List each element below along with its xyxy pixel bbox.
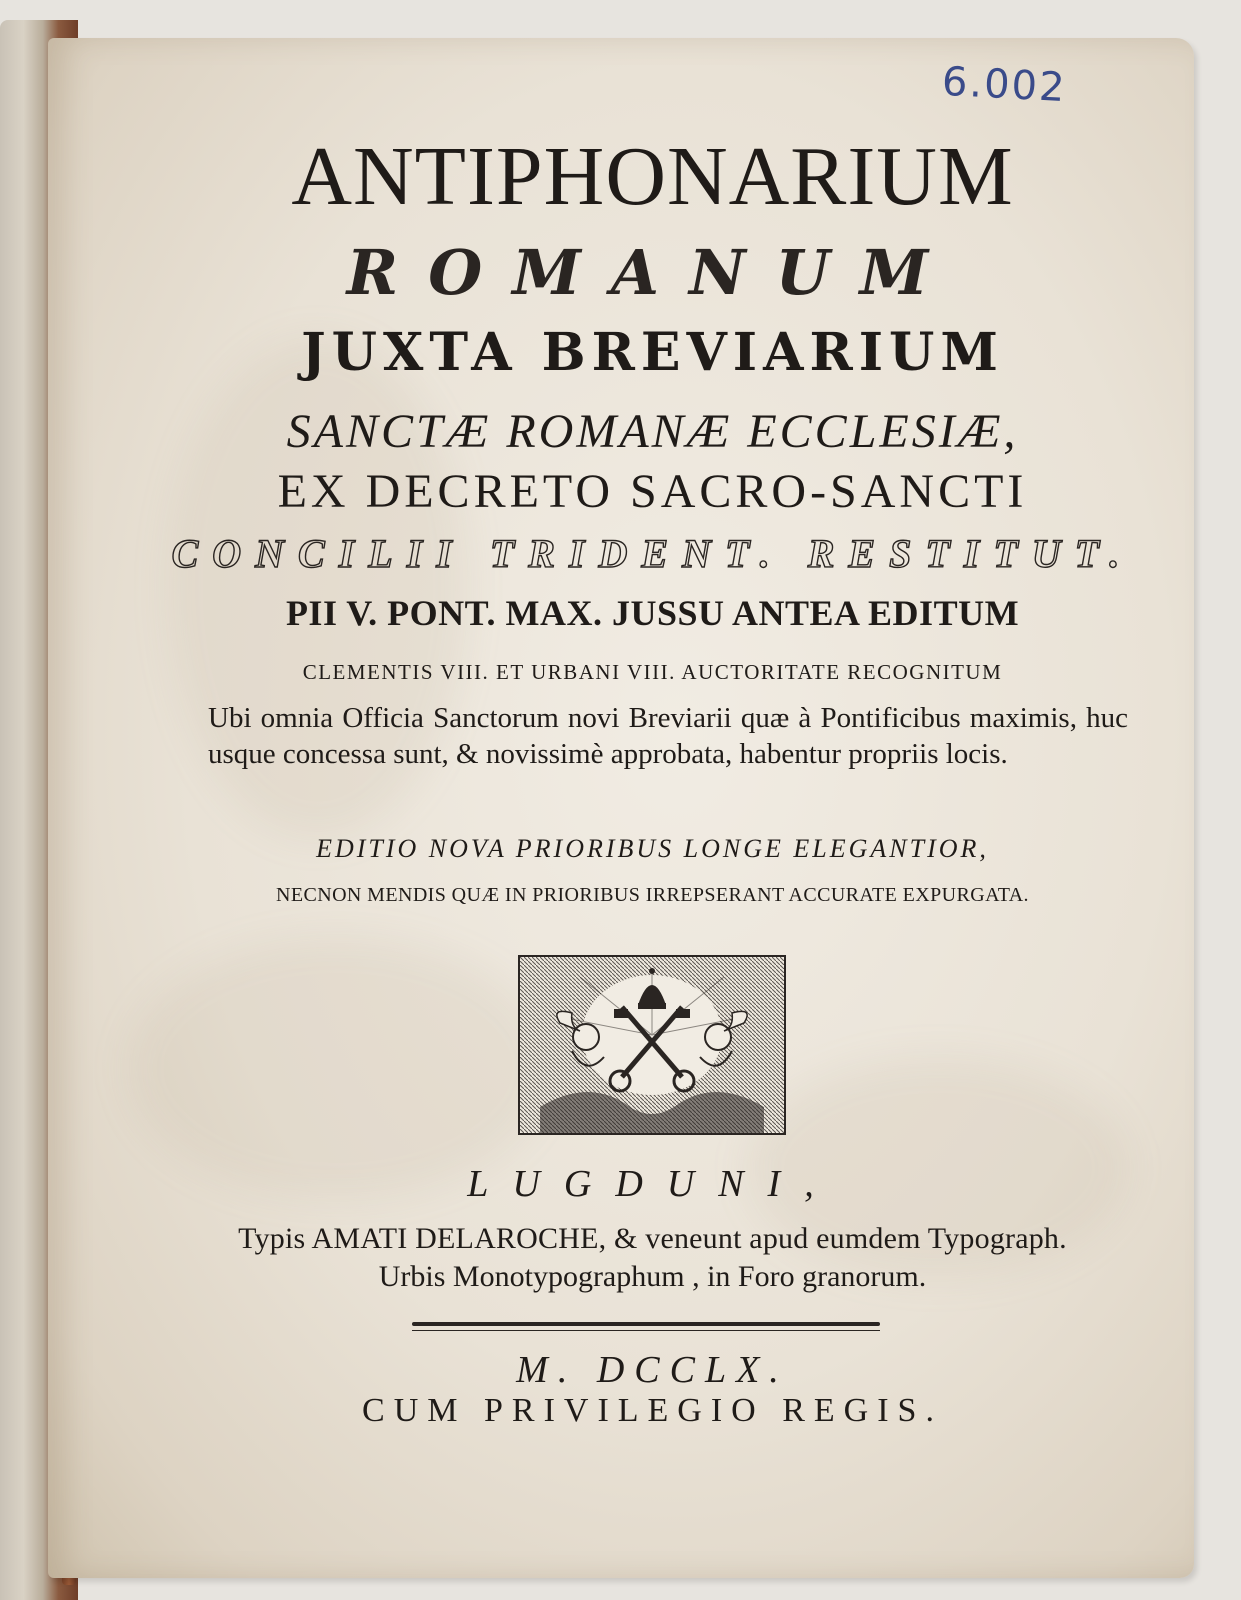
title-romanum: ROMANUM [346,236,959,309]
imprint-printer-line1: Typis AMATI DELAROCHE, & veneunt apud eumdem Typograph. [238,1222,1067,1255]
title-sanctae-romanae: SANCTÆ ROMANÆ ECCLESIÆ, [286,405,1019,458]
title-juxta-breviarium: JUXTA BREVIARIUM [301,322,1004,383]
handwritten-shelfmark: 6.002 [940,58,1068,112]
title-antiphonarium: ANTIPHONARIUM [291,130,1014,223]
title-ex-decreto: EX DECRETO SACRO-SANCTI [277,465,1028,518]
divider-rule [412,1322,880,1326]
papal-tiara-crossed-keys-cherubs-icon [518,955,786,1135]
title-pii-v: PII V. PONT. MAX. JUSSU ANTEA EDITUM [285,593,1020,633]
body-editio-nova: EDITIO NOVA PRIORIBUS LONGE ELEGANTIOR, [316,834,989,863]
body-necnon: NECNON MENDIS QUÆ IN PRIORIBUS IRREPSERANT ACCURATE EXPURGATA. [276,884,1029,906]
body-ubi-omnia: Ubi omnia Officia Sanctorum novi Breviarii quæ à Pontificibus maximis, huc usque concessa sunt, & novissimè approbata, habentur propriis locis. [208,702,1128,770]
imprint-privilege: CUM PRIVILEGIO REGIS. [362,1392,943,1429]
divider-rule-thin [412,1330,880,1331]
paper-stain [128,938,548,1198]
imprint-year: M. DCCLX. [516,1349,789,1391]
imprint-printer-line2: Urbis Monotypographum , in Foro granorum. [378,1260,927,1293]
title-concilii-trident: CONCILII TRIDENT. RESTITUT. [171,531,1134,576]
imprint-place: LUGDUNI, [467,1163,838,1205]
title-clementis: CLEMENTIS VIII. ET URBANI VIII. AUCTORITATE RECOGNITUM [302,660,1003,684]
